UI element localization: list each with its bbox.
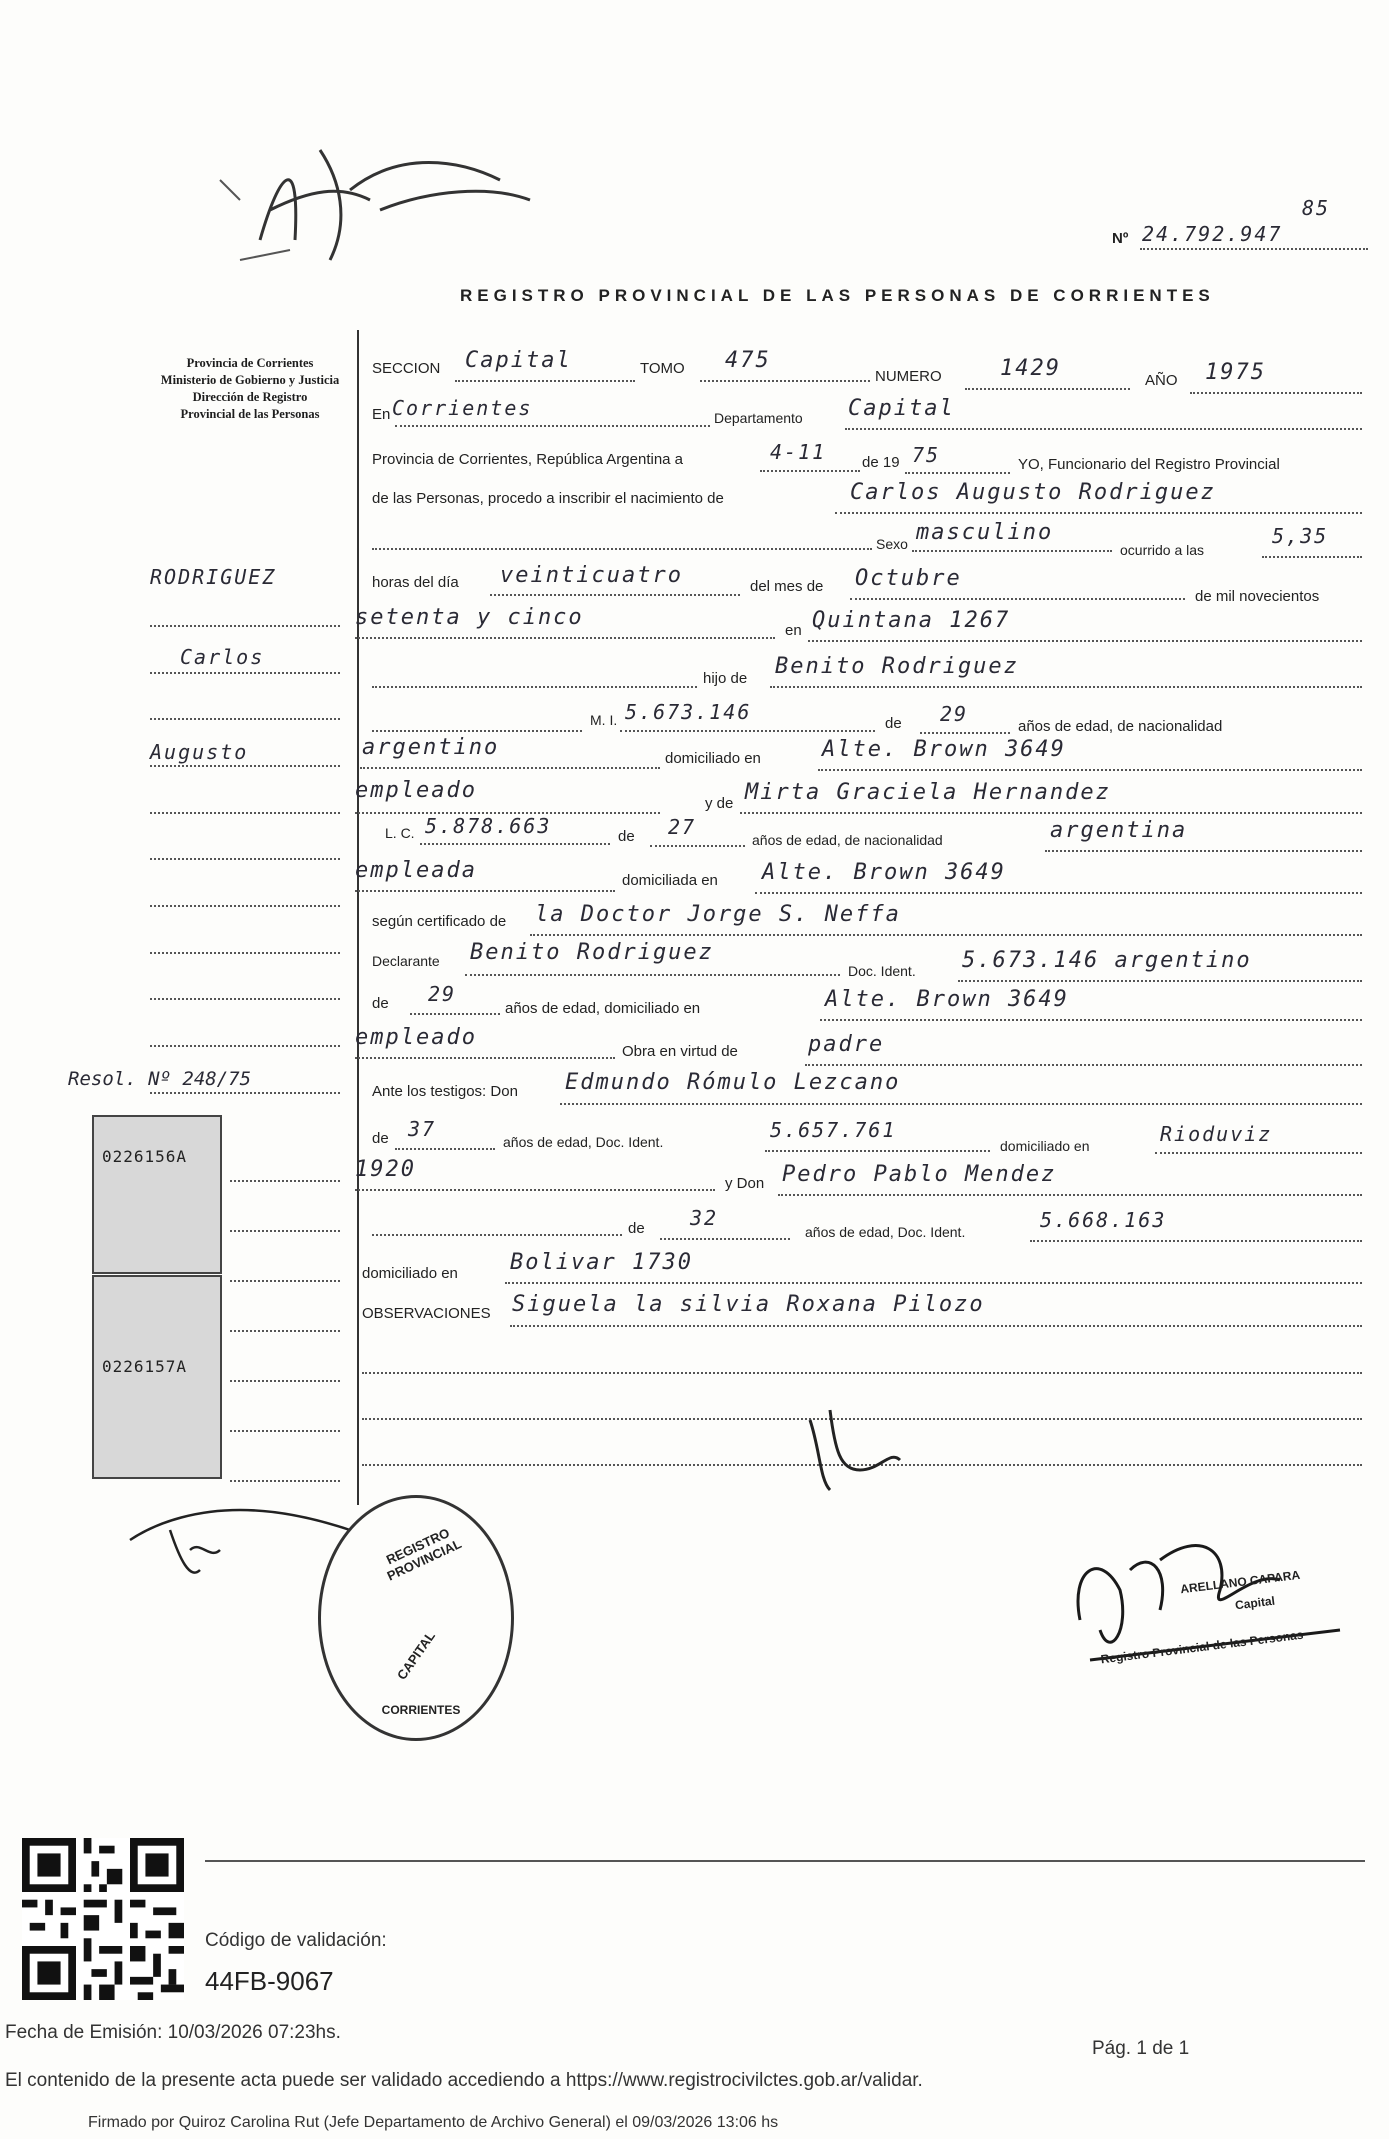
seccion-label: SECCION xyxy=(372,360,441,377)
record-number-label: Nº xyxy=(1112,230,1129,247)
revenue-stamp-1 xyxy=(92,1115,222,1274)
edad-testigo2: 32 xyxy=(690,1206,719,1230)
issuer-line-2: Ministerio de Gobierno y Justicia xyxy=(160,373,340,387)
footer-divider xyxy=(205,1860,1365,1862)
mi-label: M. I. xyxy=(590,712,618,728)
nacido-value: Carlos Augusto Rodriguez xyxy=(850,480,1216,505)
de19-label: de 19 xyxy=(862,454,900,471)
anios-nac-label: años de edad, de nacionalidad xyxy=(1018,718,1223,735)
document-title: REGISTRO PROVINCIAL DE LAS PERSONAS DE CORRIENTES xyxy=(460,286,1215,305)
domicilio-declarante: Alte. Brown 3649 xyxy=(825,987,1069,1012)
margin-surname: RODRIGUEZ xyxy=(150,565,277,589)
edad-madre: 27 xyxy=(668,815,697,839)
horas-label: horas del día xyxy=(372,574,459,591)
nacionalidad-madre: argentina xyxy=(1050,818,1188,843)
de-label-declarante: de xyxy=(372,995,389,1012)
mes-value: Octubre xyxy=(855,566,962,591)
testigo1-value: Edmundo Rómulo Lezcano xyxy=(565,1070,901,1095)
doc-testigo2: 5.668.163 xyxy=(1040,1208,1167,1232)
dom-testigo2: Bolivar 1730 xyxy=(510,1250,693,1275)
dom-testigo1: Rioduviz xyxy=(1160,1122,1273,1146)
domicilio-padre: Alte. Brown 3649 xyxy=(822,737,1066,762)
anios-doc-label-2: años de edad, Doc. Ident. xyxy=(805,1224,966,1240)
en-value: Corrientes xyxy=(392,396,533,420)
ocurrido-label: ocurrido a las xyxy=(1120,542,1205,558)
observaciones-value: Siguela la silvia Roxana Pilozo xyxy=(512,1292,985,1317)
issuer-block xyxy=(140,355,360,423)
domiciliado-label-padre: domiciliado en xyxy=(665,750,761,767)
dom-testigo1-label: domiciliado en xyxy=(1000,1138,1090,1154)
anios-dom-label: años de edad, domiciliado en xyxy=(505,1000,701,1017)
record-number: 24.792.947 xyxy=(1142,222,1283,246)
ocupacion-madre: empleada xyxy=(355,858,477,883)
obra-value: padre xyxy=(808,1032,885,1057)
de19-value: 75 xyxy=(912,443,941,467)
emission-date: Fecha de Emisión: 10/03/2026 07:23hs. xyxy=(5,2022,341,2043)
departamento-value: Capital xyxy=(848,396,955,421)
ocupacion-declarante: empleado xyxy=(355,1025,477,1050)
dom-testigo1-num: 1920 xyxy=(355,1157,416,1182)
mi-value: 5.673.146 xyxy=(625,700,752,724)
departamento-label: Departamento xyxy=(714,410,803,426)
seccion-value: Capital xyxy=(465,348,572,373)
margin-divider xyxy=(357,330,359,1505)
numero-value: 1429 xyxy=(1000,356,1061,381)
anio-letras: setenta y cinco xyxy=(355,605,584,630)
issuer-line-1: Provincia de Corrientes xyxy=(186,356,314,370)
ocurrido-value: 5,35 xyxy=(1272,524,1329,548)
declarante-value: Benito Rodriguez xyxy=(470,940,714,965)
en-label: En xyxy=(372,406,391,423)
signed-by: Firmado por Quiroz Carolina Rut (Jefe Departamento de Archivo General) el 09/03/2026 13:06 hs xyxy=(88,2114,779,2131)
ydon-label: y Don xyxy=(725,1175,765,1192)
revenue-stamp-2-number: 0226157A xyxy=(102,1357,188,1376)
edad-declarante: 29 xyxy=(428,982,457,1006)
top-signature-scribble xyxy=(200,90,560,290)
sexo-value: masculino xyxy=(916,520,1054,545)
numero-label: NUMERO xyxy=(875,368,942,385)
doc-label-declarante: Doc. Ident. xyxy=(848,963,916,979)
anio-label: AÑO xyxy=(1145,372,1178,389)
top-number: 85 xyxy=(1302,196,1331,220)
padre-value: Benito Rodriguez xyxy=(775,654,1019,679)
margin-resolution: Resol. Nº 248/75 xyxy=(68,1068,252,1090)
seal-text-2: CAPITAL xyxy=(393,1628,439,1683)
domiciliado2-label: domiciliado en xyxy=(362,1265,458,1282)
observaciones-label: OBSERVACIONES xyxy=(362,1305,491,1322)
seal-text-3: CORRIENTES xyxy=(381,1703,461,1717)
de-label-madre: de xyxy=(618,828,635,845)
doc-testigo1: 5.657.761 xyxy=(770,1118,897,1142)
revenue-stamp-1-number: 0226156A xyxy=(102,1147,188,1166)
ocupacion-padre: empleado xyxy=(355,778,477,803)
fecha-value: 4-11 xyxy=(770,440,827,464)
domicilio-madre: Alte. Brown 3649 xyxy=(762,860,1006,885)
madre-value: Mirta Graciela Hernandez xyxy=(745,780,1111,805)
margin-name-2: Augusto xyxy=(150,740,249,764)
de-label-testigo2: de xyxy=(628,1220,645,1237)
testigos-label: Ante los testigos: Don xyxy=(372,1083,518,1100)
anios-doc-label-1: años de edad, Doc. Ident. xyxy=(503,1134,664,1150)
edad-testigo1: 37 xyxy=(408,1117,437,1141)
revenue-stamp-2 xyxy=(92,1275,222,1479)
obra-label: Obra en virtud de xyxy=(622,1043,738,1060)
tomo-label: TOMO xyxy=(640,360,685,377)
margin-name-1: Carlos xyxy=(180,645,265,669)
qr-code[interactable] xyxy=(22,1838,184,2000)
validation-code[interactable]: 44FB-9067 xyxy=(205,1966,334,1996)
yde-label: y de xyxy=(705,795,734,812)
dia-value: veinticuatro xyxy=(500,563,683,588)
issuer-line-4: Provincial de las Personas xyxy=(180,407,320,421)
seal-text-1: REGISTRO PROVINCIAL xyxy=(383,1525,464,1584)
edad-padre: 29 xyxy=(940,702,969,726)
tomo-value: 475 xyxy=(725,348,771,373)
testigo2-value: Pedro Pablo Mendez xyxy=(782,1162,1057,1187)
funcionario-text: YO, Funcionario del Registro Provincial xyxy=(1018,456,1280,473)
domiciliada-label: domiciliada en xyxy=(622,872,718,889)
sexo-label: Sexo xyxy=(876,536,908,552)
mes-label: del mes de xyxy=(750,578,824,595)
anios-nac2-label: años de edad, de nacionalidad xyxy=(752,832,943,848)
hijo-label: hijo de xyxy=(703,670,748,687)
provincia-text: Provincia de Corrientes, República Argentina a xyxy=(372,451,684,468)
declarant-signature xyxy=(800,1390,920,1500)
en2-value: Quintana 1267 xyxy=(812,608,1011,633)
lc-value: 5.878.663 xyxy=(425,814,552,838)
official-line-3: Registro Provincial de las Personas xyxy=(1099,1627,1305,1667)
official-seal xyxy=(318,1495,514,1741)
validation-label: Código de validación: xyxy=(205,1930,387,1951)
certificado-label: según certificado de xyxy=(372,913,507,930)
lc-label: L. C. xyxy=(385,825,415,841)
validation-instructions: El contenido de la presente acta puede ser validado accediendo a https://www.registrocivilctes.gob.ar/validar. xyxy=(5,2070,923,2091)
de-label-padre: de xyxy=(885,715,902,732)
certificado-value: la Doctor Jorge S. Neffa xyxy=(535,902,901,927)
nacionalidad-padre: argentino xyxy=(362,735,500,760)
page-number: Pág. 1 de 1 xyxy=(1092,2038,1190,2059)
mil-label: de mil novecientos xyxy=(1195,588,1320,605)
anio-value: 1975 xyxy=(1205,360,1266,385)
official-name: ARELLANO CAPARA xyxy=(1179,1567,1301,1597)
issuer-line-3: Dirección de Registro xyxy=(192,390,308,404)
official-line-2: Capital xyxy=(1234,1593,1276,1613)
declarante-label: Declarante xyxy=(372,953,440,969)
declarante-doc: 5.673.146 argentino xyxy=(962,948,1252,973)
en2-label: en xyxy=(785,622,802,639)
de-label-testigo1: de xyxy=(372,1130,389,1147)
personas-text: de las Personas, procedo a inscribir el nacimiento de xyxy=(372,490,724,507)
